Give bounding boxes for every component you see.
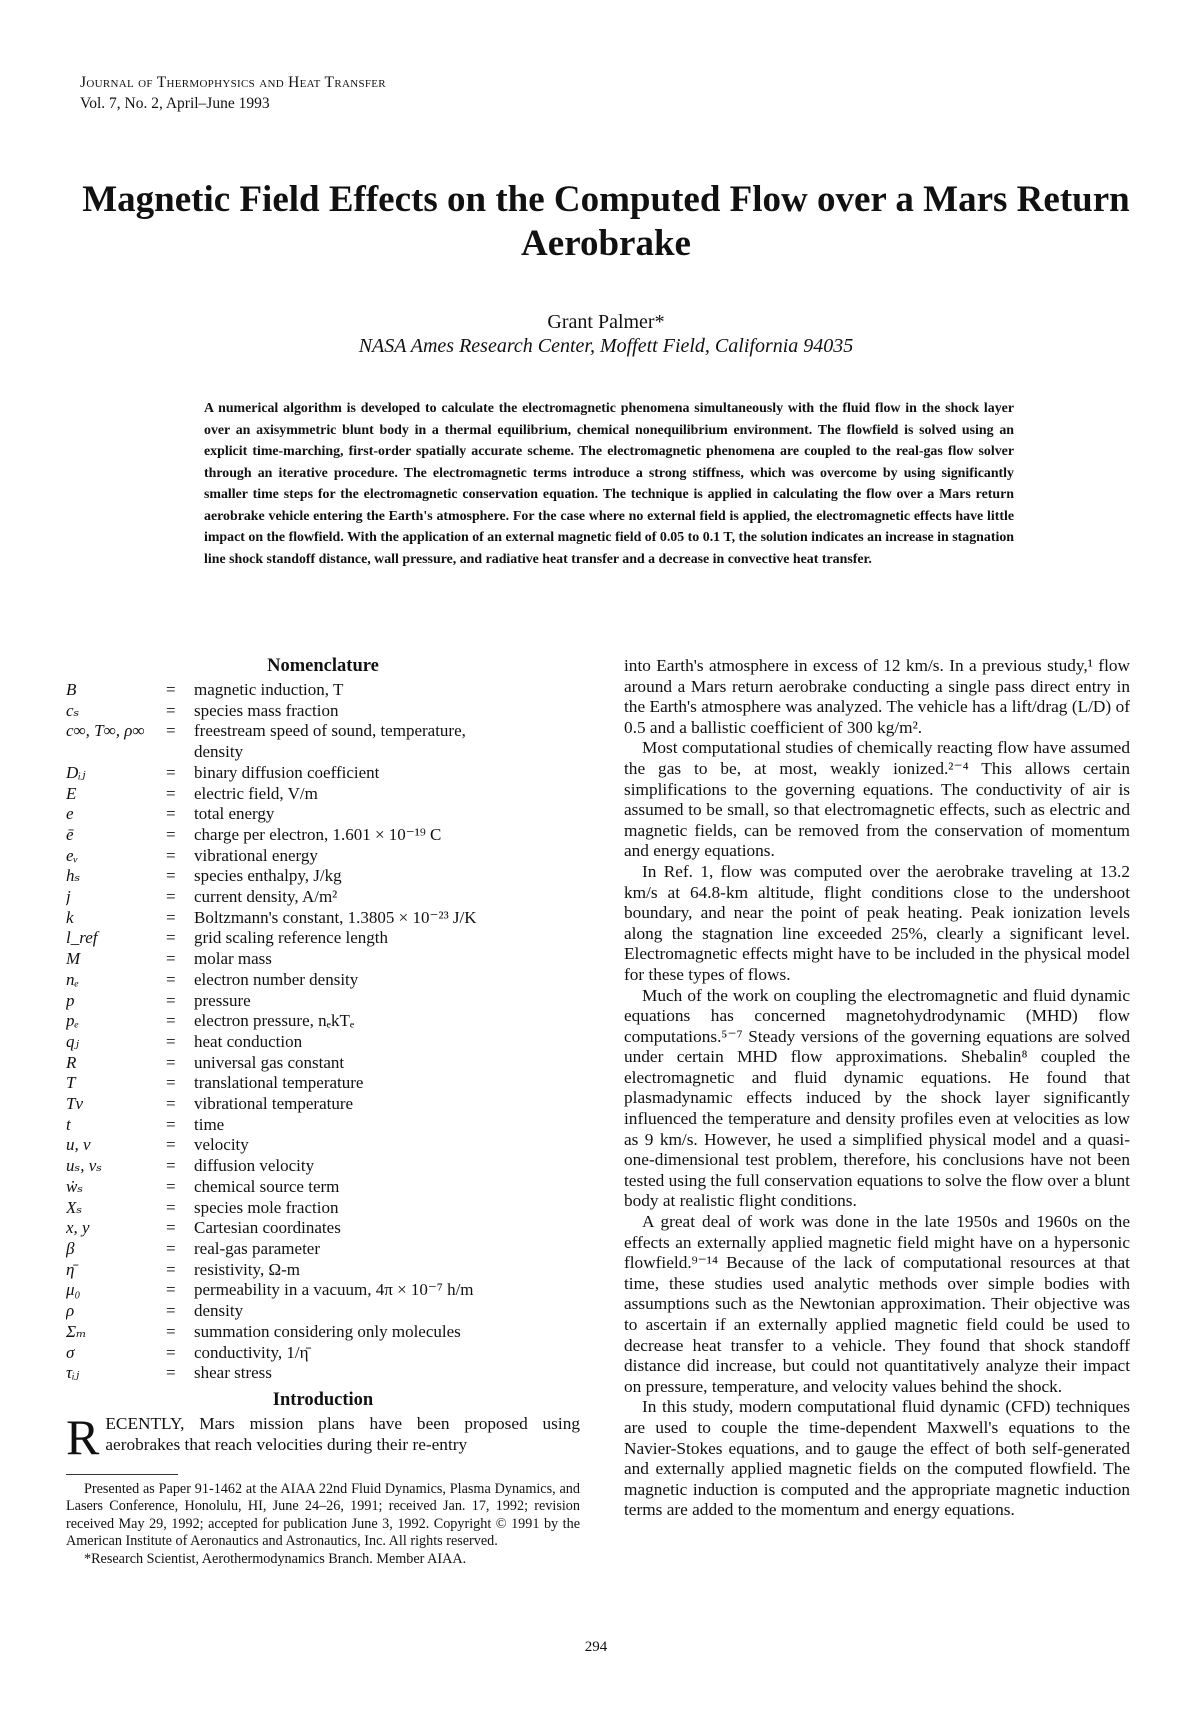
nomenclature-row [66,1177,580,1198]
equals-sign: = [166,1031,176,1051]
nomenclature-definition [194,1198,580,1219]
footnote-author: *Research Scientist, Aerothermodynamics Branch. Member AIAA. [84,1550,467,1567]
nomenclature-symbol: qⱼ [66,1031,79,1051]
nomenclature-definition [194,721,580,762]
equals-sign: = [166,1197,176,1217]
journal-volume: Vol. 7, No. 2, April–June 1993 [80,95,270,112]
equals-sign: = [166,824,176,844]
journal-name: Journal of Thermophysics and Heat Transfer [80,74,386,91]
nomenclature-row [66,887,580,908]
definition-text: electron pressure, nₑkTₑ [194,1011,355,1031]
definition-text: freestream speed of sound, temperature, [194,721,466,741]
nomenclature-symbol: ẇₛ [66,1176,84,1196]
equals-sign: = [166,762,176,782]
equals-sign: = [166,866,176,886]
author-affiliation: NASA Ames Research Center, Moffett Field, California 94035 [358,335,854,357]
nomenclature-definition [194,1135,580,1156]
nomenclature-symbol: pₑ [66,1011,79,1031]
drop-cap: R [66,1408,100,1465]
nomenclature-row [66,1322,580,1343]
definition-text: species mole fraction [194,1197,339,1217]
definition-text: universal gas constant [194,1052,345,1072]
nomenclature-symbol: j [66,887,71,907]
nomenclature-symbol: E [66,783,77,803]
equals-sign: = [166,887,176,907]
nomenclature-definition [194,887,580,908]
definition-text: diffusion velocity [194,1156,315,1176]
equals-sign: = [166,721,176,741]
nomenclature-definition [194,866,580,887]
nomenclature-symbol: ρ [66,1301,75,1321]
nomenclature-definition [194,1218,580,1239]
nomenclature-symbol: τᵢⱼ [66,1363,80,1383]
nomenclature-definition [194,1053,580,1074]
definition-text: chemical source term [194,1176,340,1196]
nomenclature-row [66,1135,580,1156]
nomenclature-definition [194,1280,580,1301]
definition-text: density [194,1301,244,1321]
equals-sign: = [166,1135,176,1155]
nomenclature-definition [194,970,580,991]
paper-title: Magnetic Field Effects on the Computed Flow over a Mars Return Aerobrake [82,179,1130,264]
equals-sign: = [166,845,176,865]
nomenclature-definition [194,680,580,701]
body-paragraph: into Earth's atmosphere in excess of 12 km/s. In a previous study,¹ flow around a Mars return aerobrake conducting a single pass direct entry in the Earth's atmosphere was analyzed. The vehicle has a lift/drag (L/D) of 0.5 and a ballistic coefficient of 300 kg/m². [624,656,1130,737]
equals-sign: = [166,907,176,927]
nomenclature-symbol: hₛ [66,866,81,886]
definition-continuation: density [194,742,244,762]
definition-text: grid scaling reference length [194,928,388,948]
nomenclature-definition [194,1343,580,1364]
nomenclature-definition [194,1073,580,1094]
body-paragraph: In Ref. 1, flow was computed over the aerobrake traveling at 13.2 km/s at 64.8-km altitude, flight conditions close to the undershoot boundary, and near the point of peak heating. Peak ionization levels along the stagnation line exceeded 25%, clearly a significant level. Electromagnetic effects might have to be included in the physical model for these types of flows. [624,861,1130,984]
nomenclature-definition [194,1239,580,1260]
nomenclature-row [66,1053,580,1074]
nomenclature-symbol: β [66,1238,75,1258]
nomenclature-definition [194,908,580,929]
nomenclature-definition [194,1156,580,1177]
nomenclature-row [66,1343,580,1364]
journal-header [80,72,386,114]
definition-text: heat conduction [194,1031,303,1051]
definition-text: electron number density [194,969,359,989]
nomenclature-row [66,721,580,762]
nomenclature-symbol: μ₀ [66,1280,81,1300]
nomenclature-definition [194,804,580,825]
equals-sign: = [166,700,176,720]
nomenclature-definition [194,1177,580,1198]
definition-text: resistivity, Ω-m [194,1259,300,1279]
nomenclature-definition [194,701,580,722]
nomenclature-row [66,680,580,701]
nomenclature-row [66,928,580,949]
nomenclature-row [66,1094,580,1115]
nomenclature-definition [194,763,580,784]
equals-sign: = [166,783,176,803]
definition-text: conductivity, 1/η̄ [194,1342,309,1362]
definition-text: species enthalpy, J/kg [194,866,342,886]
left-column [66,654,580,1568]
nomenclature-row [66,1156,580,1177]
nomenclature-symbol: Xₛ [66,1197,83,1217]
equals-sign: = [166,1114,176,1134]
nomenclature-row [66,804,580,825]
body-paragraph: A great deal of work was done in the late 1950s and 1960s on the effects an externally applied magnetic field might have on a hypersonic flowfield.⁹⁻¹⁴ Because of the lack of computational resources at that time, these studies used analytic methods over simple bodies with assumptions such as the Newtonian approximation. Their objective was to ascertain if an externally applied magnetic field could be used to decrease heat transfer to a vehicle. They found that shock standoff distance did increase, but could not quantitatively analyze their impact on pressure, temperature, and velocity values behind the shock. [624,1212,1130,1396]
equals-sign: = [166,1218,176,1238]
definition-text: total energy [194,804,275,824]
nomenclature-definition [194,1322,580,1343]
definition-text: binary diffusion coefficient [194,762,380,782]
nomenclature-definition [194,1260,580,1281]
equals-sign: = [166,1342,176,1362]
equals-sign: = [166,969,176,989]
nomenclature-definition [194,949,580,970]
nomenclature-symbol: x, y [66,1218,90,1238]
nomenclature-definition [194,991,580,1012]
nomenclature-symbol: R [66,1052,77,1072]
equals-sign: = [166,1011,176,1031]
nomenclature-definition [194,1301,580,1322]
nomenclature-row [66,1363,580,1384]
definition-text: vibrational temperature [194,1094,354,1114]
nomenclature-symbol: u, v [66,1135,91,1155]
right-column [624,656,1130,1521]
equals-sign: = [166,1073,176,1093]
equals-sign: = [166,1363,176,1383]
nomenclature-symbol: Tv [66,1094,83,1114]
equals-sign: = [166,1280,176,1300]
equals-sign: = [166,804,176,824]
nomenclature-symbol: t [66,1114,71,1134]
nomenclature-definition [194,928,580,949]
definition-text: magnetic induction, T [194,680,344,699]
nomenclature-symbol: η̄ [66,1259,75,1279]
equals-sign: = [166,928,176,948]
nomenclature-row [66,701,580,722]
equals-sign: = [166,1238,176,1258]
nomenclature-symbol: e [66,804,74,824]
definition-text: electric field, V/m [194,783,318,803]
body-paragraph: Most computational studies of chemically reacting flow have assumed the gas to be, at most, weakly ionized.²⁻⁴ This allows certain simplifications to the governing equations. The conductivity of air is assumed to be small, so that electromagnetic effects, such as electric and magnetic fields, can be removed from the conservation of momentum and energy equations. [624,738,1130,861]
equals-sign: = [166,949,176,969]
nomenclature-symbol: ē [66,824,74,844]
nomenclature-row [66,866,580,887]
definition-text: Boltzmann's constant, 1.3805 × 10⁻²³ J/K [194,907,477,927]
nomenclature-row [66,1239,580,1260]
nomenclature-row [66,1115,580,1136]
nomenclature-symbol: p [66,990,75,1010]
nomenclature-definition [194,1115,580,1136]
equals-sign: = [166,1156,176,1176]
equals-sign: = [166,990,176,1010]
nomenclature-definition [194,846,580,867]
nomenclature-symbol: T [66,1073,76,1093]
nomenclature-row [66,846,580,867]
abstract: A numerical algorithm is developed to calculate the electromagnetic phenomena simultaneously with the fluid flow in the shock layer over an axisymmetric blunt body in a thermal equilibrium, chemical nonequilibrium environment. The flowfield is solved using an explicit time-marching, first-order spatially accurate scheme. The electromagnetic phenomena are coupled to the real-gas flow solver through an iterative procedure. The electromagnetic terms introduce a strong stiffness, which was overcome by using significantly smaller time steps for the electromagnetic conservation equation. The technique is applied in calculating the flow over a Mars return aerobrake vehicle entering the Earth's atmosphere. For the case where no external field is applied, the electromagnetic effects have little impact on the flowfield. With the application of an external magnetic field of 0.05 to 0.1 T, the solution indicates an increase in stagnation line shock standoff distance, wall pressure, and radiative heat transfer and a decrease in convective heat transfer. [204,401,1014,567]
body-paragraph: In this study, modern computational fluid dynamic (CFD) techniques are used to couple the time-dependent Maxwell's equations to the Navier-Stokes equations, and to gauge the effect of both self-generated and externally applied magnetic fields on the computed flowfield. The magnetic induction is computed and the appropriate magnetic induction terms are added to the momentum and energy equations. [624,1397,1130,1520]
definition-text: translational temperature [194,1073,364,1093]
nomenclature-row [66,1198,580,1219]
nomenclature-row [66,970,580,991]
nomenclature-symbol: B [66,680,77,699]
definition-text: species mass fraction [194,700,339,720]
nomenclature-symbol: k [66,907,74,927]
equals-sign: = [166,1094,176,1114]
definition-text: pressure [194,990,251,1010]
nomenclature-row [66,1301,580,1322]
introduction-heading: Introduction [272,1389,374,1410]
nomenclature-list [66,680,580,1384]
equals-sign: = [166,1321,176,1341]
nomenclature-heading: Nomenclature [267,656,379,676]
nomenclature-definition [194,825,580,846]
nomenclature-row [66,1073,580,1094]
equals-sign: = [166,1259,176,1279]
definition-text: current density, A/m² [194,887,338,907]
nomenclature-row [66,1218,580,1239]
definition-text: vibrational energy [194,845,318,865]
page-number: 294 [584,1639,608,1655]
equals-sign: = [166,1052,176,1072]
nomenclature-symbol: σ [66,1342,75,1362]
nomenclature-symbol: l_ref [66,928,98,948]
definition-text: shear stress [194,1363,272,1383]
definition-text: charge per electron, 1.601 × 10⁻¹⁹ C [194,824,442,844]
nomenclature-definition [194,1094,580,1115]
footnote-presented: Presented as Paper 91-1462 at the AIAA 22nd Fluid Dynamics, Plasma Dynamics, and Lasers Conference, Honolulu, HI, June 24–26, 1991; received Jan. 17, 1992; revision received May 29, 1992; accepted for publication June 3, 1992. Copyright © 1991 by the American Institute of Aeronautics and Astronautics, Inc. All rights reserved. [66,1480,580,1549]
introduction-paragraph [66,1408,580,1465]
nomenclature-row [66,949,580,970]
nomenclature-symbol: Σₘ [66,1321,87,1341]
definition-text: summation considering only molecules [194,1321,461,1341]
body-paragraph: Much of the work on coupling the electromagnetic and fluid dynamic equations has concerned magnetohydrodynamic (MHD) flow computations.⁵⁻⁷ Steady versions of the governing equations are solved under certain MHD flow approximations. Shebalin⁸ coupled the electromagnetic and fluid dynamic equations. He found that plasmadynamic effects induced by the shock layer significantly influenced the temperature and density profiles even at velocities as low as 9 km/s. However, he used a simplified physical model and a quasi-one-dimensional test problem, therefore, his conclusions have not been tested using the full conservation equations to solve the flow over a blunt body at realistic flight conditions. [624,985,1130,1211]
definition-text: permeability in a vacuum, 4π × 10⁻⁷ h/m [194,1280,474,1300]
nomenclature-definition [194,784,580,805]
nomenclature-symbol: c∞, T∞, ρ∞ [66,721,145,741]
nomenclature-symbol: M [66,949,81,969]
nomenclature-row [66,908,580,929]
nomenclature-definition [194,1032,580,1053]
footnote-divider [66,1474,178,1475]
author-name: Grant Palmer* [547,311,665,333]
nomenclature-row [66,991,580,1012]
nomenclature-symbol: eᵥ [66,845,79,865]
definition-text: real-gas parameter [194,1238,320,1258]
nomenclature-symbol: cₛ [66,700,80,720]
nomenclature-row [66,763,580,784]
equals-sign: = [166,1176,176,1196]
nomenclature-row [66,784,580,805]
nomenclature-symbol: nₑ [66,969,79,989]
definition-text: molar mass [194,949,272,969]
equals-sign: = [166,1301,176,1321]
definition-text: velocity [194,1135,249,1155]
nomenclature-definition [194,1011,580,1032]
nomenclature-definition [194,1363,580,1384]
nomenclature-row [66,825,580,846]
definition-text: Cartesian coordinates [194,1218,341,1238]
nomenclature-row [66,1260,580,1281]
introduction-text: ECENTLY, Mars mission plans have been proposed using aerobrakes that reach velocities during their re-entry [105,1413,580,1454]
nomenclature-symbol: uₛ, vₛ [66,1156,103,1176]
nomenclature-row [66,1011,580,1032]
nomenclature-symbol: Dᵢⱼ [66,762,86,782]
nomenclature-row [66,1032,580,1053]
definition-text: time [194,1114,225,1134]
nomenclature-row [66,1280,580,1301]
equals-sign: = [166,680,176,699]
